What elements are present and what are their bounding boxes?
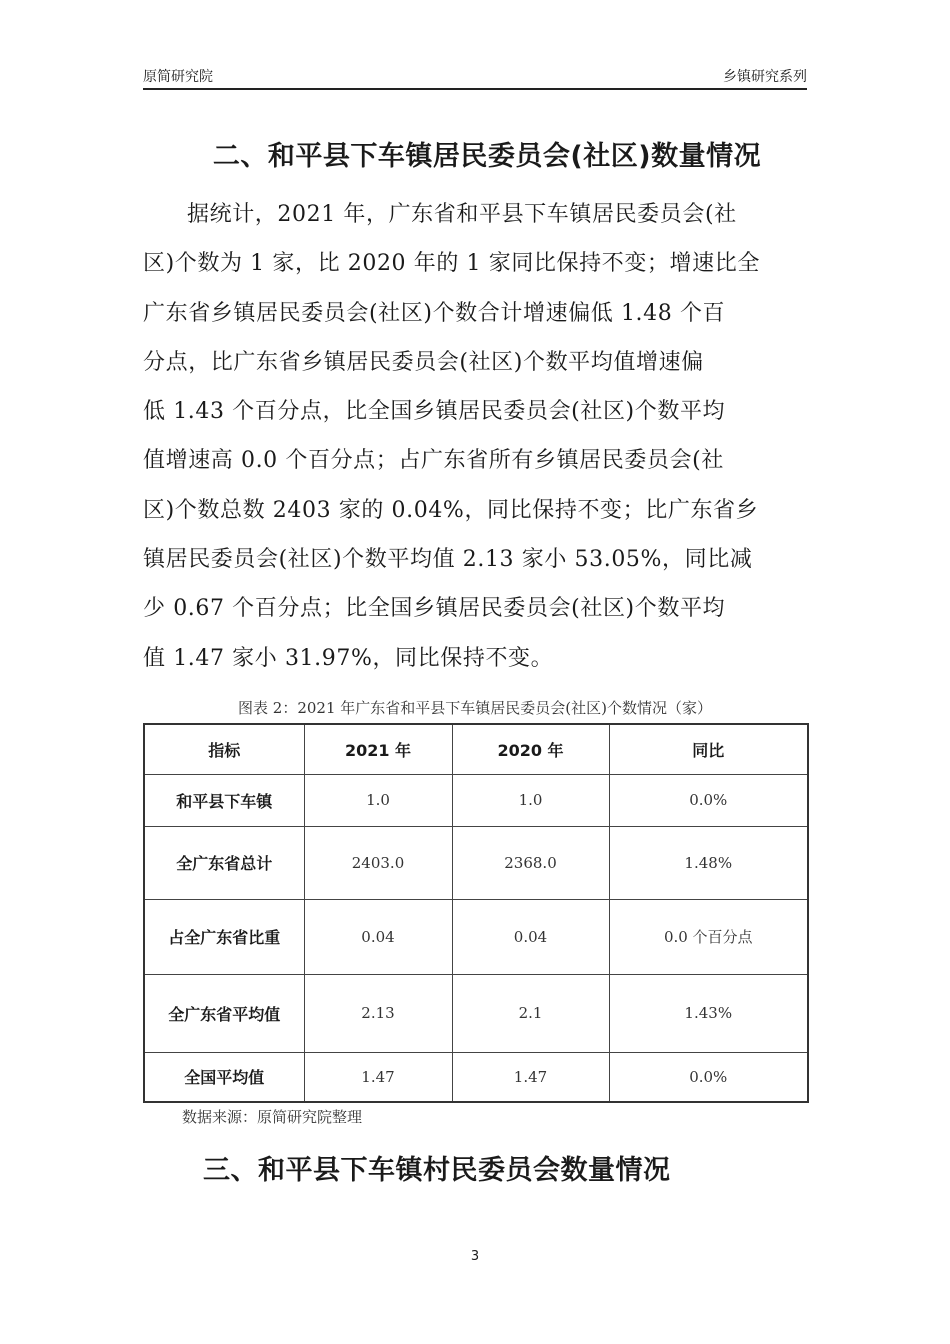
paragraph-line: 值 1.47 家小 31.97%，同比保持不变。 xyxy=(143,645,554,671)
cell-yoy: 0.0% xyxy=(609,774,808,826)
section-2-heading: 二、和平县下车镇居民委员会(社区)数量情况 xyxy=(212,141,762,172)
row-label: 全广东省总计 xyxy=(144,826,304,899)
paragraph-line: 少 0.67 个百分点；比全国乡镇居民委员会(社区)个数平均 xyxy=(143,596,726,622)
table-row xyxy=(144,1052,808,1102)
table-row xyxy=(144,899,808,974)
paragraph-line: 分点，比广东省乡镇居民委员会(社区)个数平均值增速偏 xyxy=(143,349,704,375)
table-header-row xyxy=(144,724,808,774)
header-org-name: 原简研究院 xyxy=(143,69,213,85)
page-number: 3 xyxy=(470,1249,480,1264)
paragraph-line: 广东省乡镇居民委员会(社区)个数合计增速偏低 1.48 个百 xyxy=(143,300,726,326)
cell-yoy: 1.48% xyxy=(609,826,808,899)
cell-2021: 1.47 xyxy=(304,1052,452,1102)
data-source-note: 数据来源：原简研究院整理 xyxy=(182,1108,363,1126)
paragraph-line: 区)个数总数 2403 家的 0.04%，同比保持不变；比广东省乡 xyxy=(143,497,759,523)
cell-yoy: 0.0 个百分点 xyxy=(609,899,808,974)
row-label: 全广东省平均值 xyxy=(144,974,304,1052)
header-indicator: 指标 xyxy=(144,724,304,774)
row-label: 占全广东省比重 xyxy=(144,899,304,974)
header-yoy: 同比 xyxy=(609,724,808,774)
cell-2020: 1.47 xyxy=(452,1052,609,1102)
paragraph-line: 低 1.43 个百分点，比全国乡镇居民委员会(社区)个数平均 xyxy=(143,399,726,425)
cell-2020: 2.1 xyxy=(452,974,609,1052)
cell-2021: 2403.0 xyxy=(304,826,452,899)
table-row xyxy=(144,774,808,826)
page-header xyxy=(143,66,807,90)
header-2020: 2020 年 xyxy=(452,724,609,774)
table-caption: 图表 2：2021 年广东省和平县下车镇居民委员会(社区)个数情况（家） xyxy=(238,699,712,717)
data-table xyxy=(143,723,809,1103)
header-series-name: 乡镇研究系列 xyxy=(723,69,807,85)
paragraph-line: 区)个数为 1 家，比 2020 年的 1 家同比保持不变；增速比全 xyxy=(143,251,760,277)
cell-2020: 1.0 xyxy=(452,774,609,826)
cell-2021: 0.04 xyxy=(304,899,452,974)
row-label: 全国平均值 xyxy=(144,1052,304,1102)
paragraph-line: 值增速高 0.0 个百分点；占广东省所有乡镇居民委员会(社 xyxy=(143,448,724,474)
cell-yoy: 1.43% xyxy=(609,974,808,1052)
cell-2021: 2.13 xyxy=(304,974,452,1052)
cell-2020: 0.04 xyxy=(452,899,609,974)
header-2021: 2021 年 xyxy=(304,724,452,774)
cell-2020: 2368.0 xyxy=(452,826,609,899)
section-3-heading: 三、和平县下车镇村民委员会数量情况 xyxy=(203,1155,671,1186)
paragraph-line: 镇居民委员会(社区)个数平均值 2.13 家小 53.05%，同比减 xyxy=(143,547,753,573)
section-2-paragraph xyxy=(143,190,809,683)
table-row xyxy=(144,826,808,899)
paragraph-line: 据统计，2021 年，广东省和平县下车镇居民委员会(社 xyxy=(187,202,737,227)
row-label: 和平县下车镇 xyxy=(144,774,304,826)
table-row xyxy=(144,974,808,1052)
cell-2021: 1.0 xyxy=(304,774,452,826)
cell-yoy: 0.0% xyxy=(609,1052,808,1102)
